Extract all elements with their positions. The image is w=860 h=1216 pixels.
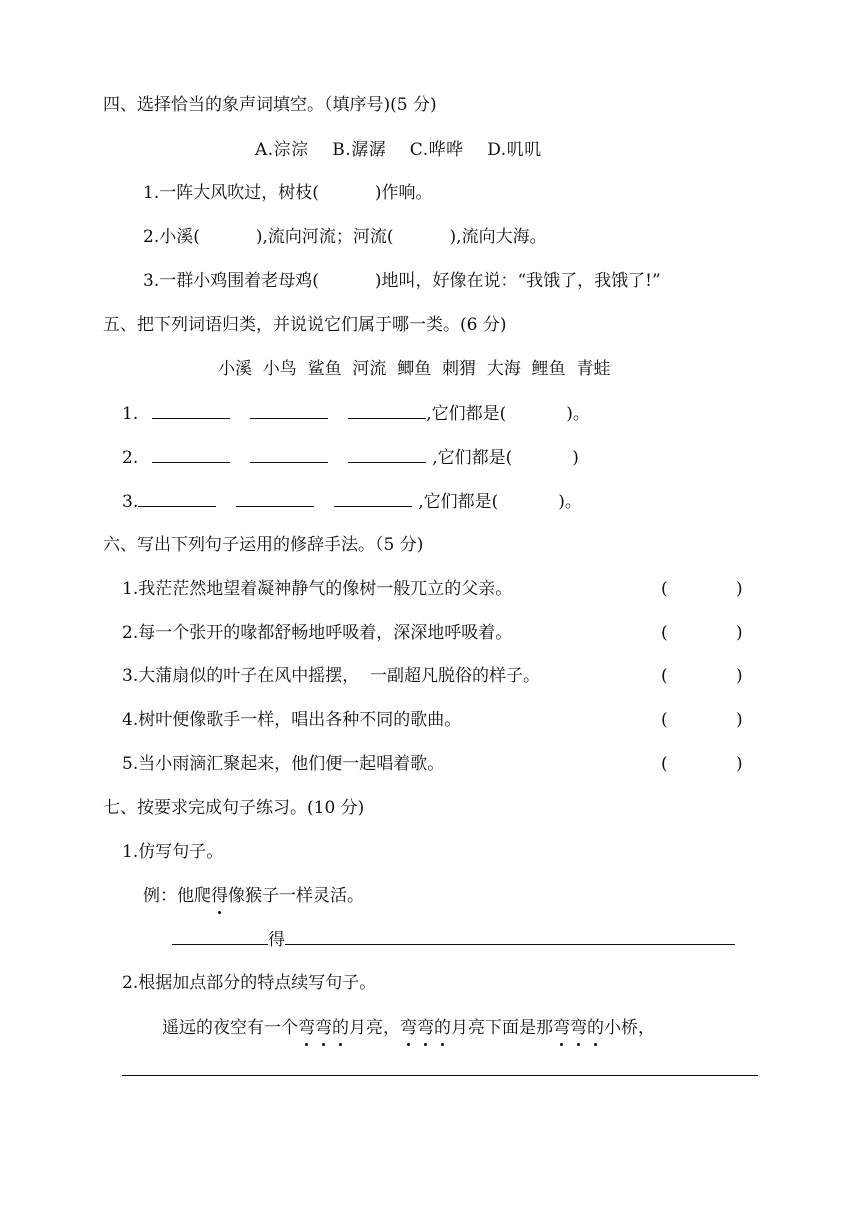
answer-blank[interactable] <box>236 490 314 507</box>
answer-bracket-close: ) <box>736 666 743 686</box>
classify-row-1: 1. ,它们都是( )。 <box>122 404 590 424</box>
section-4-question-3: 3.一群小鸡围着老母鸡( )地叫，好像在说：“我饿了，我饿了!” <box>143 271 661 291</box>
section-4-question-2: 2.小溪( ),流向河流；河流( ),流向大海。 <box>143 227 547 247</box>
emphasis-dotted-text <box>400 1018 451 1038</box>
section-5-heading: 五、把下列词语归类，并说说它们属于哪一类。(6 分) <box>103 315 507 335</box>
answer-bracket-open: ( <box>661 710 668 730</box>
emphasis-dot-char: 的 <box>587 1018 604 1038</box>
answer-blank[interactable] <box>250 446 328 463</box>
emphasis-dot-char: 弯 <box>400 1018 417 1038</box>
emphasis-dot-char: 弯 <box>417 1018 434 1038</box>
emphasis-dot-char: 弯 <box>553 1018 570 1038</box>
emphasis-dot-char: 弯 <box>570 1018 587 1038</box>
rhetoric-item-3: 3.大蒲扇似的叶子在风中摇摆， 一副超凡脱俗的样子。 <box>122 666 541 686</box>
answer-blank[interactable] <box>334 490 412 507</box>
rhetoric-item-2: 2.每一个张开的喙都舒畅地呼吸着，深深地呼吸着。 <box>122 623 513 643</box>
task-2-title: 2.根据加点部分的特点续写句子。 <box>122 973 377 993</box>
section-6-heading: 六、写出下列句子运用的修辞手法。（5 分) <box>103 535 424 555</box>
emphasis-dotted-text <box>553 1018 604 1038</box>
answer-blank[interactable] <box>348 446 426 463</box>
example-sentence: 例：他爬得像猴子一样灵活。 <box>143 886 364 906</box>
section-4-question-1: 1.一阵大风吹过，树枝( )作响。 <box>143 183 433 203</box>
answer-bracket-close: ) <box>736 579 743 599</box>
imitation-answer-line: 得 <box>172 928 735 951</box>
emphasis-dotted-text: 得 <box>211 886 228 906</box>
rhetoric-item-5: 5.当小雨滴汇聚起来，他们便一起唱着歌。 <box>122 754 445 774</box>
answer-blank[interactable] <box>138 490 216 507</box>
emphasis-dot-char: 弯 <box>315 1018 332 1038</box>
section-4-heading: 四、选择恰当的象声词填空。（填序号)(5 分) <box>103 95 437 115</box>
answer-blank[interactable] <box>152 446 230 463</box>
answer-blank[interactable] <box>152 402 230 419</box>
task-1-title: 1.仿写句子。 <box>122 842 224 862</box>
emphasis-dotted-text <box>298 1018 349 1038</box>
rhetoric-item-4: 4.树叶便像歌手一样，唱出各种不同的歌曲。 <box>122 710 462 730</box>
answer-bracket-open: ( <box>661 666 668 686</box>
continuation-sentence: 遥远的夜空有一个弯弯的月亮，弯弯的月亮下面是那弯弯的小桥， <box>162 1018 655 1038</box>
answer-blank[interactable] <box>285 928 735 945</box>
emphasis-dot-char: 弯 <box>298 1018 315 1038</box>
section-5-word-list: 小溪 小鸟 鲨鱼 河流 鲫鱼 刺猬 大海 鲤鱼 青蛙 <box>218 359 611 379</box>
classify-row-3: 3. ,它们都是( )。 <box>122 492 582 512</box>
answer-blank[interactable] <box>348 402 426 419</box>
section-7-heading: 七、按要求完成句子练习。(10 分) <box>103 798 365 818</box>
continuation-answer-line[interactable] <box>122 1075 758 1076</box>
answer-bracket-open: ( <box>661 579 668 599</box>
answer-blank[interactable] <box>172 928 268 945</box>
section-4-options: A.淙淙 B.潺潺 C.哗哗 D.叽叽 <box>255 140 542 160</box>
answer-bracket-open: ( <box>661 754 668 774</box>
emphasis-dot-char: 的 <box>434 1018 451 1038</box>
answer-blank[interactable] <box>250 402 328 419</box>
emphasis-dot-char: 的 <box>332 1018 349 1038</box>
rhetoric-item-1: 1.我茫茫然地望着凝神静气的像树一般兀立的父亲。 <box>122 579 513 599</box>
classify-row-2: 2. ,它们都是( ) <box>122 448 579 468</box>
answer-bracket-close: ) <box>736 754 743 774</box>
answer-bracket-close: ) <box>736 623 743 643</box>
answer-bracket-close: ) <box>736 710 743 730</box>
answer-bracket-open: ( <box>661 623 668 643</box>
